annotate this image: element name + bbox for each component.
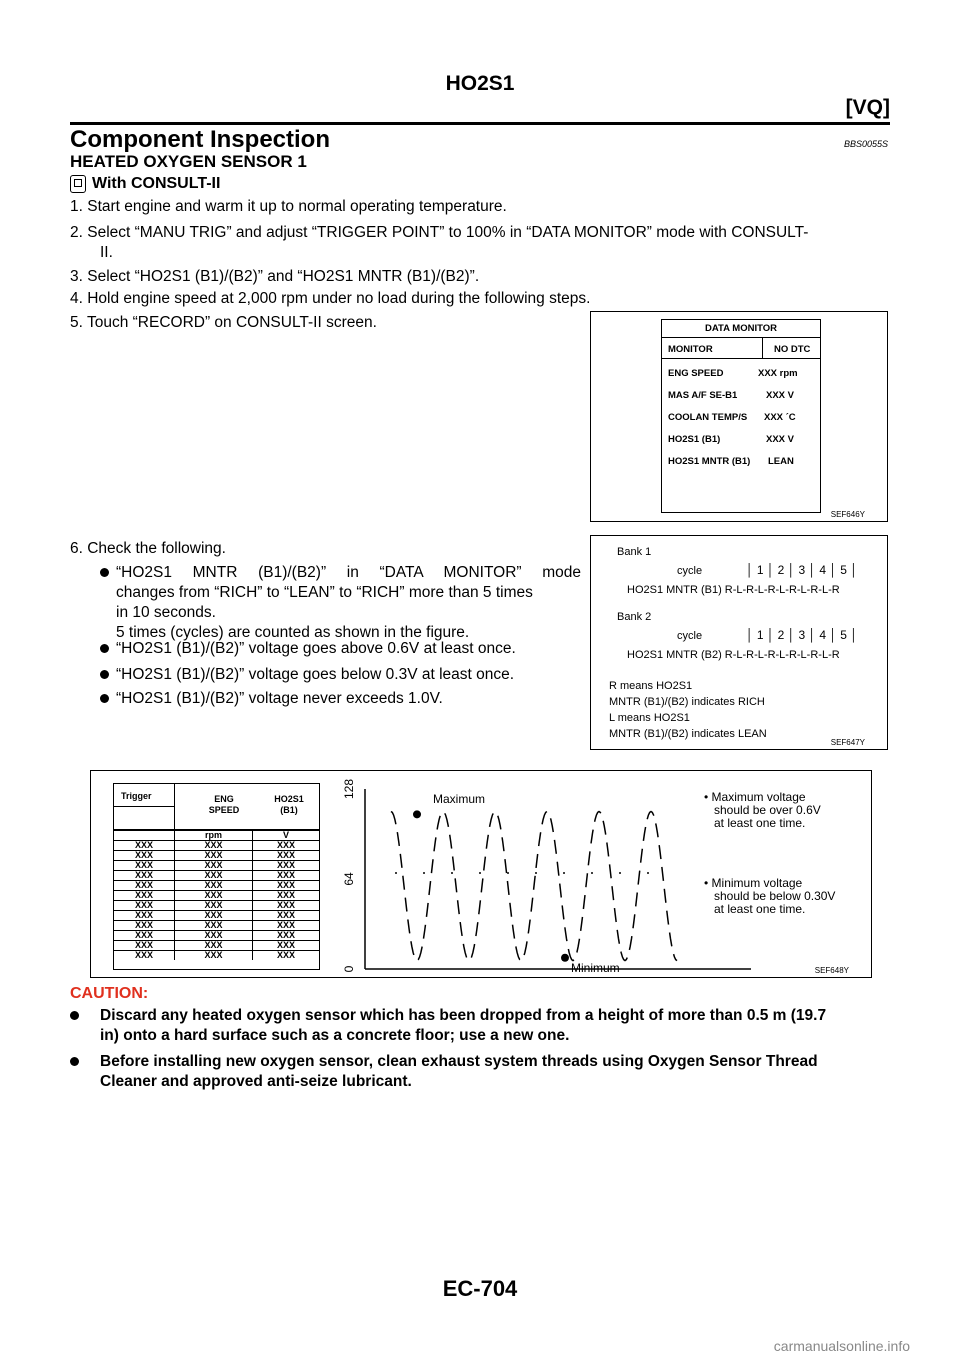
table-cell: XXX [175,841,253,851]
dm-col-monitor: MONITOR [668,344,713,355]
bank1-label: Bank 1 [617,546,652,558]
table-row: rpm V [114,831,319,841]
bank2-label: Bank 2 [617,611,652,623]
dm-row-value: XXX rpm [758,368,798,379]
table-cell: XXX [253,951,320,961]
step-3: 3. Select “HO2S1 (B1)/(B2)” and “HO2S1 MNTR (B1)/(B2)”. [70,268,480,285]
table-cell: XXX [175,871,253,881]
table-row [114,871,319,881]
dm-title: DATA MONITOR [705,323,777,334]
table-cell: XXX [114,841,175,851]
page-number: EC-704 [442,1276,518,1301]
bank1-cycle-numbers: │ 1 │ 2 │ 3 │ 4 │ 5 │ [746,563,858,577]
section-title: Component Inspection [70,126,330,153]
consult-label: With CONSULT-II [92,175,221,192]
table-cell: XXX [253,871,320,881]
bullet-dot [70,1011,79,1020]
table-cell: XXX [114,891,175,901]
table-cell: XXX [253,931,320,941]
y-tick-label: 64 [342,872,356,886]
table-row [114,951,319,961]
bank2-mntr-line: HO2S1 MNTR (B2) R-L-R-L-R-L-R-L-R-L-R [627,649,840,661]
bullet-dot [100,694,109,703]
table-cell: XXX [175,851,253,861]
dm-row-value: XXX V [766,390,794,401]
data-monitor-screen [661,319,821,513]
step-1: 1. Start engine and warm it up to normal operating temperature. [70,198,507,215]
table-cell: XXX [253,901,320,911]
bank1-mntr-line: HO2S1 MNTR (B1) R-L-R-L-R-L-R-L-R-L-R [627,584,840,596]
table-row [114,931,319,941]
dm-row-label: COOLAN TEMP/S [668,412,748,423]
dm-row-label: HO2S1 (B1) [668,434,721,445]
table-cell: XXX [253,861,320,871]
table-row [114,861,319,871]
bullet-1: “HO2S1 MNTR (B1)/(B2)” in “DATA MONITOR” mode changes from “RICH” to “LEAN” to “RICH” more than 5 times in 10 seconds. 5 times (cycles) are counted as shown in the figure. [100,563,580,643]
page-header-engine-code: [VQ] [845,96,890,119]
table-cell: XXX [114,871,175,881]
table-cell: XXX [175,891,253,901]
dm-row-label: HO2S1 MNTR (B1) [668,456,751,467]
table-cell: XXX [175,901,253,911]
table-cell: XXX [175,881,253,891]
table-cell: XXX [114,951,175,961]
watermark: carmanualsonline.info [773,1338,910,1354]
table-cell: XXX [253,881,320,891]
caution-item-2: Before installing new oxygen sensor, clean exhaust system threads using Oxygen Sensor Thread Cleaner and approved anti-seize lubricant. [70,1052,890,1096]
table-row [114,851,319,861]
max-note: • Maximum voltage should be over 0.6V at least one time. [704,790,821,830]
step-2: 2. Select “MANU TRIG” and adjust “TRIGGER POINT” to 100% in “DATA MONITOR” mode with CONSULT- [70,224,809,241]
table-row [114,891,319,901]
figure-code: SEF648Y [814,966,849,975]
table-cell: XXX [114,861,175,871]
bullet-2: “HO2S1 (B1)/(B2)” voltage goes above 0.6V at least once. [100,639,580,659]
table-row [114,941,319,951]
l-means-2: MNTR (B1)/(B2) indicates LEAN [609,728,767,740]
waveform-chart [341,771,761,977]
caution-item-1: Discard any heated oxygen sensor which has been dropped from a height of more than 0.5 m (19.7 in) onto a hard surface such as a concrete floor; use a new one. [70,1006,890,1050]
bank1-cycle-label: cycle [677,565,703,577]
step-2-cont: II. [100,244,113,261]
table-cell: XXX [253,841,320,851]
consult-ii-icon [70,175,86,193]
min-note: • Minimum voltage should be below 0.30V at least one time. [704,876,836,916]
dm-col-divider [762,338,763,358]
bullet-4: “HO2S1 (B1)/(B2)” voltage never exceeds 1.0V. [100,689,580,709]
table-cell: XXX [253,851,320,861]
table-cell: XXX [175,921,253,931]
bullet-dot [100,644,109,653]
caution-title: CAUTION: [70,985,149,1002]
table-row [114,911,319,921]
table-cell: XXX [114,881,175,891]
dm-row-label: ENG SPEED [668,368,724,379]
bullet-dot [100,670,109,679]
table-head-trigger: Trigger [121,791,152,801]
subheading: HEATED OXYGEN SENSOR 1 [70,152,307,171]
table-cell: XXX [175,931,253,941]
step-6: 6. Check the following. [70,540,226,557]
table-divider [114,806,174,807]
l-means-1: L means HO2S1 [609,712,690,724]
dm-col-nodtc: NO DTC [774,344,811,355]
dm-divider [662,358,820,359]
table-cell: XXX [253,891,320,901]
table-cell: XXX [114,931,175,941]
minimum-point [561,954,569,962]
table-row [114,921,319,931]
table-head-ho2s1: HO2S1 (B1) [274,794,304,815]
table-cell: XXX [253,921,320,931]
waveform-line [391,812,677,961]
trigger-table-body [114,830,319,960]
bullet-3: “HO2S1 (B1)/(B2)” voltage goes below 0.3V at least once. [100,665,580,685]
table-cell: XXX [175,941,253,951]
dm-row-value: LEAN [768,456,794,467]
table-cell: XXX [175,911,253,921]
dm-row-label: MAS A/F SE-B1 [668,390,738,401]
table-cell: XXX [114,911,175,921]
figure-waveform [90,770,872,978]
y-tick-label: 0 [342,965,356,973]
y-tick-label: 128 [342,778,356,800]
table-cell: XXX [114,851,175,861]
table-cell: XXX [175,861,253,871]
step-4: 4. Hold engine speed at 2,000 rpm under no load during the following steps. [70,290,591,307]
table-head-engspeed: ENG SPEED [208,794,240,815]
bank2-cycle-numbers: │ 1 │ 2 │ 3 │ 4 │ 5 │ [746,628,858,642]
figure-data-monitor [590,311,888,522]
trigger-table [113,783,320,970]
bullet-dot [70,1057,79,1066]
figure-code: SEF646Y [830,510,865,519]
table-cell: XXX [253,911,320,921]
bullet-dot [100,568,109,577]
table-row [114,881,319,891]
r-means-1: R means HO2S1 [609,680,693,692]
table-cell: XXX [114,921,175,931]
page-header-title: HO2S1 [445,72,515,95]
table-cell: XXX [114,941,175,951]
maximum-point [413,810,421,818]
section-code: BBS0055S [843,139,888,149]
figure-code: SEF647Y [830,738,865,747]
dm-row-value: XXX ´C [764,412,796,423]
step-5: 5. Touch “RECORD” on CONSULT-II screen. [70,314,377,331]
table-cell: XXX [175,951,253,961]
table-row [114,841,319,851]
consult-line [70,175,220,193]
dm-divider [662,337,820,338]
figure-bank-cycles [590,535,888,750]
table-cell: XXX [253,941,320,951]
table-row [114,901,319,911]
r-means-2: MNTR (B1)/(B2) indicates RICH [609,696,765,708]
bank2-cycle-label: cycle [677,630,703,642]
table-divider [174,784,175,829]
minimum-label: Minimum [571,960,620,975]
maximum-label: Maximum [433,792,486,807]
header-rule [70,122,890,125]
dm-row-value: XXX V [766,434,794,445]
table-cell: XXX [114,901,175,911]
